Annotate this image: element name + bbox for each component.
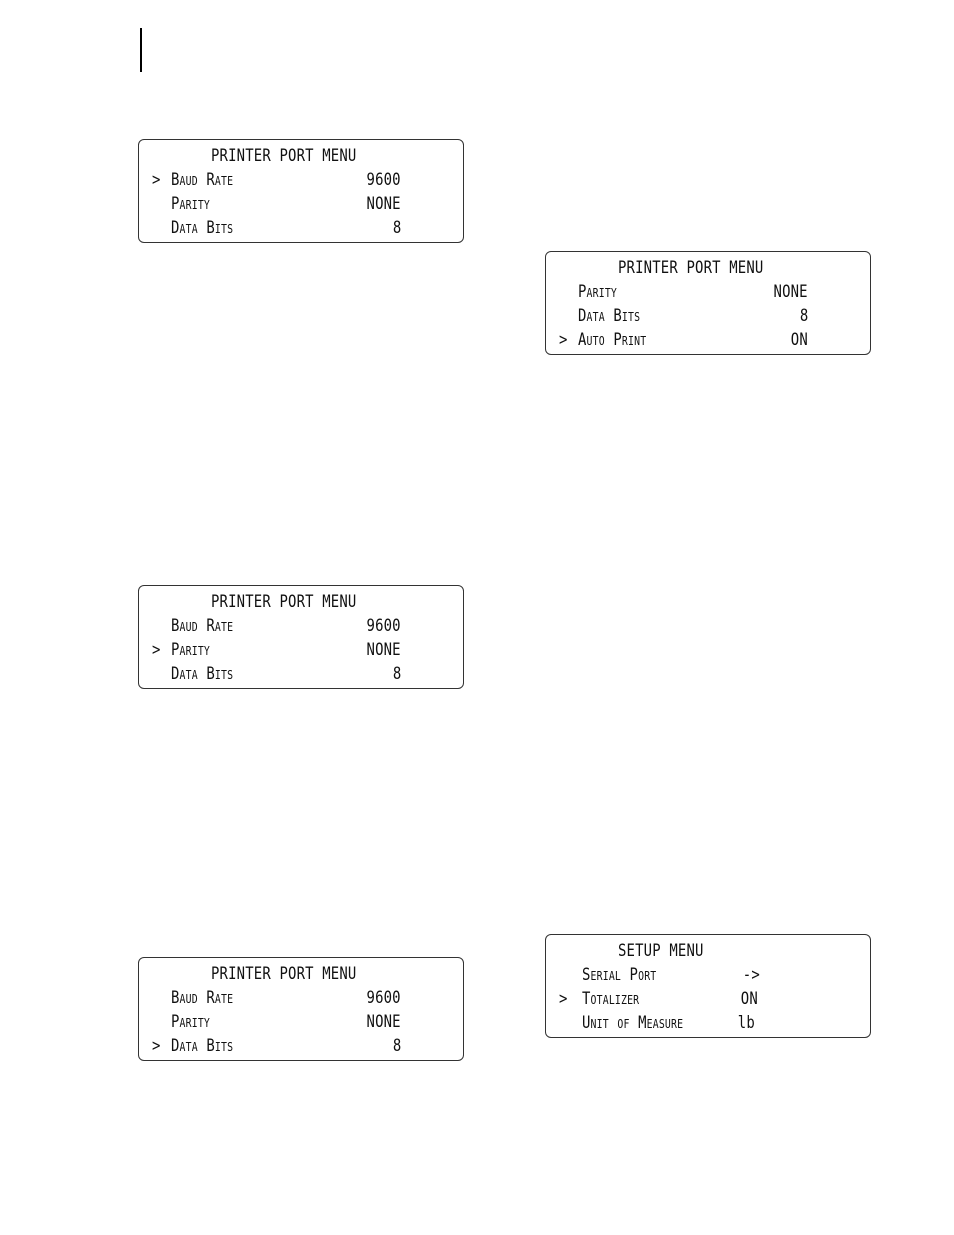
panel-title: PRINTER PORT MENU: [211, 146, 357, 166]
menu-item-value: NONE: [366, 1012, 401, 1032]
menu-item-label: Parity: [171, 640, 211, 660]
lcd-panel-printer-port-autoprint-selected: [545, 251, 871, 355]
lcd-panel-printer-port-databits-selected: [138, 957, 464, 1061]
menu-item-value: ON: [790, 330, 808, 350]
menu-item-value: 8: [392, 218, 401, 238]
lcd-panel-printer-port-baud-selected: [138, 139, 464, 243]
menu-item-value: 9600: [366, 988, 401, 1008]
menu-item-value: 8: [392, 1036, 401, 1056]
menu-item-label: Data Bits: [171, 664, 234, 684]
menu-item-label: Totalizer: [582, 989, 640, 1009]
menu-item-label: Parity: [578, 282, 618, 302]
menu-item-value: NONE: [366, 194, 401, 214]
cursor-indicator: >: [559, 330, 568, 350]
menu-item-value: NONE: [366, 640, 401, 660]
menu-item-value: 8: [799, 306, 808, 326]
menu-item-label: Unit of Measure: [582, 1013, 684, 1033]
menu-item-value: lb: [737, 1013, 755, 1033]
menu-item-label: Serial Port: [582, 965, 657, 985]
lcd-panel-printer-port-parity-selected: [138, 585, 464, 689]
menu-item-value: ON: [740, 989, 758, 1009]
cursor-indicator: >: [152, 640, 161, 660]
panel-title: PRINTER PORT MENU: [211, 592, 357, 612]
cursor-indicator: >: [152, 170, 161, 190]
menu-item-label: Baud Rate: [171, 988, 234, 1008]
menu-item-label: Auto Print: [578, 330, 647, 350]
panel-title: SETUP MENU: [618, 941, 704, 961]
lcd-panel-setup-menu-totalizer-selected: [545, 934, 871, 1038]
menu-item-value: 9600: [366, 616, 401, 636]
cursor-indicator: >: [152, 1036, 161, 1056]
margin-rule: [140, 28, 142, 72]
menu-item-label: Data Bits: [171, 218, 234, 238]
menu-item-label: Parity: [171, 1012, 211, 1032]
menu-item-label: Baud Rate: [171, 170, 234, 190]
menu-item-label: Data Bits: [578, 306, 641, 326]
menu-item-value: 9600: [366, 170, 401, 190]
menu-item-label: Data Bits: [171, 1036, 234, 1056]
menu-item-value: NONE: [773, 282, 808, 302]
menu-item-label: Baud Rate: [171, 616, 234, 636]
menu-item-label: Parity: [171, 194, 211, 214]
menu-item-value: ->: [742, 965, 760, 985]
cursor-indicator: >: [559, 989, 568, 1009]
panel-title: PRINTER PORT MENU: [618, 258, 764, 278]
menu-item-value: 8: [392, 664, 401, 684]
panel-title: PRINTER PORT MENU: [211, 964, 357, 984]
